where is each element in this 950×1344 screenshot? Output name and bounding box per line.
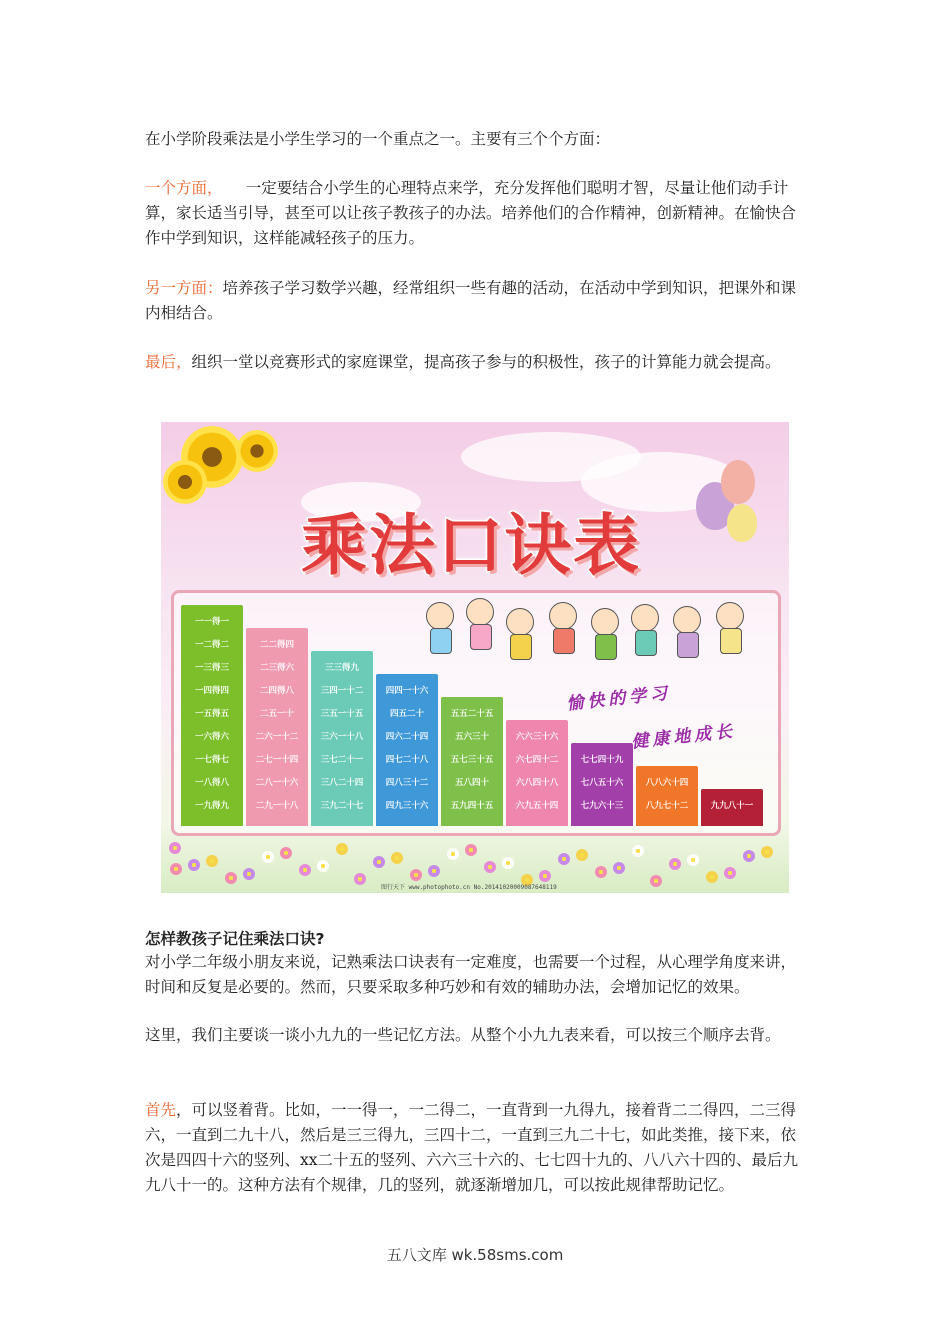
meadow-flower-icon xyxy=(169,842,181,854)
table-cell: 三六一十八 xyxy=(320,732,364,742)
table-cell: 一二得二 xyxy=(194,640,229,650)
meadow-flower-icon xyxy=(170,863,182,875)
table-cell: 七九六十三 xyxy=(580,801,624,811)
table-cell: 二三得六 xyxy=(259,663,294,673)
section-heading: 怎样教孩子记住乘法口诀? xyxy=(145,930,325,948)
table-cell: 四七二十八 xyxy=(385,755,429,765)
table-column xyxy=(246,628,308,826)
table-cell: 三八二十四 xyxy=(320,778,364,788)
meadow-flower-icon xyxy=(317,860,329,872)
meadow-flower-icon xyxy=(669,858,681,870)
table-cell: 二四得八 xyxy=(259,686,294,696)
point-one-label: 一个方面， xyxy=(145,179,215,197)
meadow-flower-icon xyxy=(558,853,570,865)
table-cell: 一七得七 xyxy=(194,755,229,765)
page-footer: 五八文库 wk.58sms.com xyxy=(386,1246,564,1264)
meadow-flower-icon xyxy=(706,871,718,883)
table-cell: 二八一十六 xyxy=(255,778,299,788)
table-cell: 六六三十六 xyxy=(515,732,559,742)
table-cell: 二二得四 xyxy=(259,640,294,650)
table-column xyxy=(636,766,698,826)
meadow-flower-icon xyxy=(188,859,200,871)
sunflower-icon xyxy=(236,430,278,472)
meadow-flower-icon xyxy=(428,865,440,877)
table-cell: 八九七十二 xyxy=(645,801,689,811)
intro-paragraph: 在小学阶段乘法是小学生学习的一个重点之一。主要有三个个方面： xyxy=(145,130,611,148)
meadow-flower-icon xyxy=(502,857,514,869)
section-paragraph-2: 这里，我们主要谈一谈小九九的一些记忆方法。从整个小九九表来看，可以按三个顺序去背。 xyxy=(145,1026,781,1044)
table-cell: 八八六十四 xyxy=(645,778,689,788)
meadow-flower-icon xyxy=(336,843,348,855)
meadow-flower-icon xyxy=(206,855,218,867)
balloon-icon xyxy=(721,460,755,504)
table-cell: 五六三十 xyxy=(454,732,489,742)
table-cell: 四八三十二 xyxy=(385,778,429,788)
meadow-flower-icon xyxy=(299,864,311,876)
table-cell: 六七四十二 xyxy=(515,755,559,765)
table-cell: 二九一十八 xyxy=(255,801,299,811)
point-two-text: 培养孩子学习数学兴趣，经常组织一些有趣的活动，在活动中学到知识，把课外和课内相结合。 xyxy=(145,279,797,322)
meadow-flower-icon xyxy=(650,875,662,887)
slogan-line-2: 健康地成长 xyxy=(630,721,738,753)
meadow-flower-icon xyxy=(724,867,736,879)
multiplication-table-poster xyxy=(161,422,789,893)
table-cell: 七七四十九 xyxy=(580,755,624,765)
meadow-flower-icon xyxy=(447,848,459,860)
point-three-text: 组织一堂以竞赛形式的家庭课堂，提高孩子参与的积极性，孩子的计算能力就会提高。 xyxy=(191,353,781,371)
point-two-paragraph xyxy=(145,276,805,326)
table-cell: 一六得六 xyxy=(194,732,229,742)
meadow-flower-icon xyxy=(761,846,773,858)
table-cell: 二五一十 xyxy=(259,709,294,719)
table-cell: 四五二十 xyxy=(389,709,424,719)
meadow-flower-icon xyxy=(484,861,496,873)
table-cell: 一三得三 xyxy=(194,663,229,673)
point-one-paragraph xyxy=(145,176,805,251)
meadow-flower-icon xyxy=(465,844,477,856)
table-cell: 五七三十五 xyxy=(450,755,494,765)
table-cell: 三七二十一 xyxy=(320,755,364,765)
table-cell: 四九三十六 xyxy=(385,801,429,811)
table-cell: 三九二十七 xyxy=(320,801,364,811)
meadow-flower-icon xyxy=(354,873,366,885)
meadow-flower-icon xyxy=(576,849,588,861)
meadow-flower-icon xyxy=(373,856,385,868)
meadow-flower-icon xyxy=(243,868,255,880)
meadow-flower-icon xyxy=(687,854,699,866)
table-cell: 五八四十 xyxy=(454,778,489,788)
table-cell: 六九五十四 xyxy=(515,801,559,811)
table-cell: 三三得九 xyxy=(324,663,359,673)
meadow-flower-icon xyxy=(410,869,422,881)
poster-title: 乘法口诀表 xyxy=(301,507,641,584)
point-one-text: 一定要结合小学生的心理特点来学，充分发挥他们聪明才智，尽量让他们动手计算，家长适当引导，甚至可以让孩子教孩子的办法。培养他们的合作精神，创新精神。在愉快合作中学到知识，这样能减轻孩子的压力。 xyxy=(145,179,797,247)
first-method-text: ，可以竖着背。比如，一一得一，一二得二，一直背到一九得九，接着背二二得四，二三得六，一直到二九十八，然后是三三得九，三四十二，一直到三九二十七，如此类推，接下来，依次是四四十六的竖列、xx二十五的竖列、六六三十六的、七七四十九的、八八六十四的、最后九九八十一的。这种方法有个规律，几的竖列，就逐渐增加几，可以按此规律帮助记忆。 xyxy=(145,1101,798,1194)
table-cell: 五九四十五 xyxy=(450,801,494,811)
meadow-flower-icon xyxy=(743,850,755,862)
first-method-paragraph xyxy=(145,1098,805,1198)
image-credit: 图行天下 www.photophoto.cn No.20141020009087648119 xyxy=(381,884,557,891)
table-cell: 二六一十二 xyxy=(255,732,299,742)
slogan-line-1: 愉快的学习 xyxy=(565,683,673,715)
table-cell: 五五二十五 xyxy=(450,709,494,719)
meadow-flower-icon xyxy=(262,851,274,863)
table-cell: 二七一十四 xyxy=(255,755,299,765)
table-cell: 四四一十六 xyxy=(385,686,429,696)
meadow-flower-icon xyxy=(613,862,625,874)
point-two-label: 另一方面： xyxy=(145,279,223,297)
meadow-flower-icon xyxy=(280,847,292,859)
sunflower-icon xyxy=(163,460,207,504)
first-method-label: 首先 xyxy=(145,1101,177,1119)
section-paragraph-1: 对小学二年级小朋友来说，记熟乘法口诀表有一定难度，也需要一个过程，从心理学角度来讲，时间和反复是必要的。然而，只要采取多种巧妙和有效的辅助办法，会增加记忆的效果。 xyxy=(145,953,797,996)
table-cell: 一九得九 xyxy=(194,801,229,811)
table-cell: 一八得八 xyxy=(194,778,229,788)
balloon-icon xyxy=(727,504,757,542)
meadow-flower-icon xyxy=(632,845,644,857)
meadow-flower-icon xyxy=(539,870,551,882)
point-three-label: 最后， xyxy=(145,353,192,371)
table-cell: 一一得一 xyxy=(194,617,229,627)
table-cell: 九九八十一 xyxy=(710,801,754,811)
table-cell: 六八四十八 xyxy=(515,778,559,788)
meadow-flower-icon xyxy=(391,852,403,864)
table-cell: 四六二十四 xyxy=(385,732,429,742)
table-cell: 一四得四 xyxy=(194,686,229,696)
table-cell: 三四一十二 xyxy=(320,686,364,696)
table-cell: 三五一十五 xyxy=(320,709,364,719)
meadow-flower-icon xyxy=(225,872,237,884)
table-cell: 一五得五 xyxy=(194,709,229,719)
point-three-paragraph xyxy=(145,350,805,375)
table-cell: 七八五十六 xyxy=(580,778,624,788)
meadow-flower-icon xyxy=(595,866,607,878)
